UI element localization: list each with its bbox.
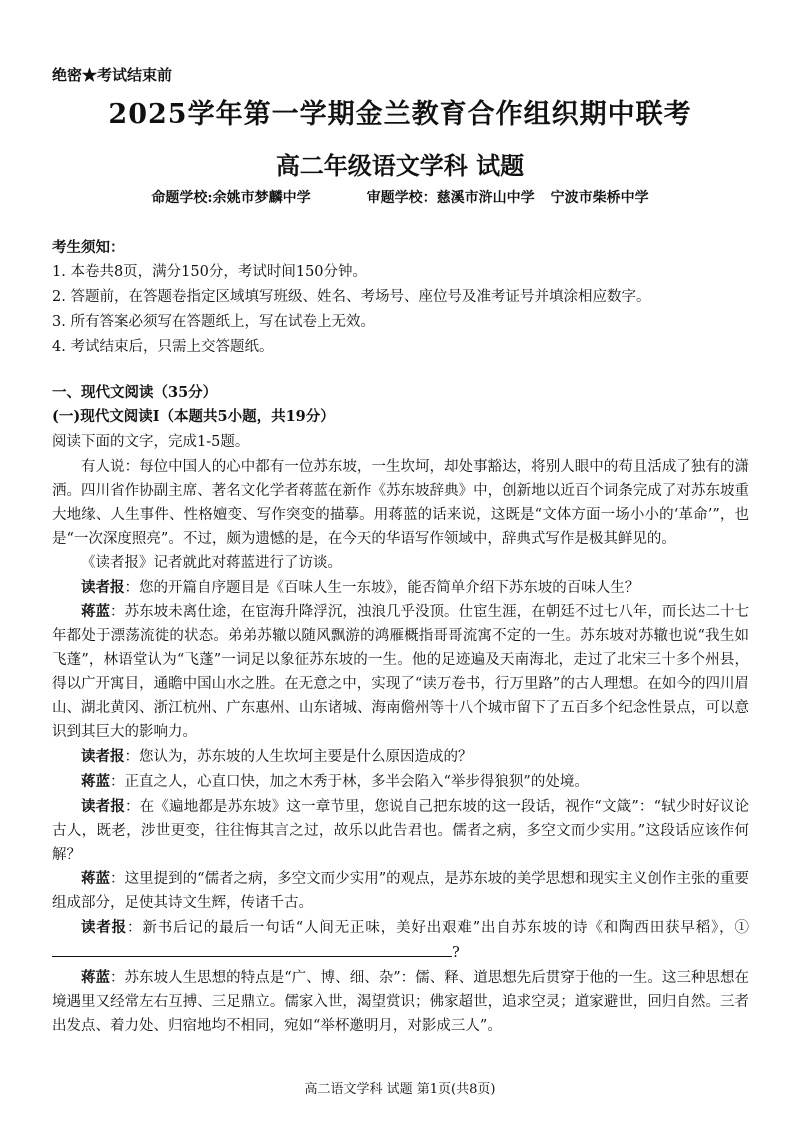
school-line [0,187,800,207]
notice-item: 1. 本卷共8页，满分150分，考试时间150分钟。 [52,264,368,280]
question-text: ：在《遍地都是苏东坡》这一章节里，您说自己把东坡的这一段话，视作“文箴”：“轼少时好议论古人，既老，涉世更变，往往悔其言之过，故乐以此告君也。儒者之病，多空文而少实用。”这段话应该作何解？ [52,798,749,863]
confidential-label: 绝密★考试结束前 [52,66,173,84]
speaker-label: 读者报 [81,747,125,765]
speaker-label: 蒋蓝 [81,603,111,621]
interview-question [52,576,749,601]
interview-question [52,916,749,966]
reading-instruction: 阅读下面的文字，完成1-5题。 [52,434,250,450]
interview-answer [52,770,749,795]
passage-paragraph: 《读者报》记者就此对蒋蓝进行了访谈。 [81,554,342,571]
speaker-label: 读者报 [81,578,125,596]
section-heading: 一、现代文阅读（35分） [52,384,218,401]
speaker-label: 蒋蓝 [81,969,111,987]
notice-item: 4. 考试结束后，只需上交答题纸。 [52,339,274,355]
question-text: ：您认为，苏东坡的人生坎坷主要是什么原因造成的？ [124,748,473,765]
reading-passage [52,456,749,1039]
reviewer-school-2: 宁波市柴桥中学 [550,190,649,206]
speaker-label: 读者报 [81,797,126,815]
question-text: ：新书后记的最后一句话“人间无正味，美好出艰难”出自苏东坡的诗《和陶西田获早稻》，① [127,920,750,937]
setter-school: 命题学校:余姚市梦麟中学 [151,190,311,206]
reviewer-label: 审题学校： [366,190,437,206]
answer-text: ：苏东坡人生思想的特点是“广、博、细、杂”：儒、释、道思想先后贯穿于他的一生。这三种思想在境遇里又经常左右互搏、三足鼎立。儒家入世，渴望赏识；佛家超世，追求空灵；道家避世，回归自然。三者出发点、着力处、归宿地均不相同，宛如“举杯邀明月，对影成三人”。 [52,970,749,1034]
speaker-label: 蒋蓝 [81,870,111,888]
answer-text: ：正直之人，心直口快，加之木秀于林，多半会陷入“举步得狼狈”的处境。 [110,773,589,790]
interview-answer [52,966,749,1039]
question-text: ：您的开篇自序题目是《百味人生一东坡》，能否简单介绍下苏东坡的百味人生？ [124,579,640,596]
interview-question [52,795,749,868]
speaker-label: 读者报 [81,919,128,937]
notice-item: 2. 答题前，在答题卷指定区域填写班级、姓名、考场号、座位号及准考证号并填涂相应数字。 [52,289,651,305]
question-end: ? [452,945,460,962]
exam-notice [52,235,650,360]
answer-text: ：这里提到的“儒者之病，多空文而少实用”的观点，是苏东坡的美学思想和现实主义创作主张的重要组成部分，足使其诗文生辉，传诸千古。 [52,871,749,912]
passage-paragraph: 有人说：每位中国人的心中都有一位苏东坡，一生坎坷，却处事豁达，将别人眼中的苟且活成了独有的潇洒。四川省作协副主席、著名文化学者蒋蓝在新作《苏东坡辞典》中，创新地以近百个词条完成了对苏东坡重大地缘、人生事件、性格嬗变、写作突变的描摹。用蒋蓝的话来说，这既是“文体方面一场小小的‘革命’”，也是“一次深度照亮”。不过，颇为遗憾的是，在今天的华语写作领域中，辞典式写作是极其鲜见的。 [52,459,749,547]
interview-answer [52,867,749,916]
interview-question [52,745,749,770]
reviewer-school-1: 慈溪市浒山中学 [436,190,535,206]
subsection-heading: (一)现代文阅读Ⅰ（本题共5小题，共19分） [52,408,335,425]
notice-item: 3. 所有答案必须写在答题纸上，写在试卷上无效。 [52,314,375,330]
interview-answer [52,600,749,744]
answer-text: ：苏东坡未离仕途，在宦海升降浮沉，浊浪几乎没顶。仕宦生涯，在朝廷不过七八年，而长达二十七年都处于漂荡流徙的状态。弟弟苏辙以随风飘游的鸿雁概指哥哥流寓不定的一生。苏东坡对苏辙也说“我生如飞蓬”，林语堂认为“飞蓬”一词足以象征苏东坡的一生。他的足迹遍及天南海北，走过了北宋三十多个州县，得以广开寓目，通瞻中国山水之胜。在无意之中，实现了“读万卷书，行万里路”的古人理想。在如今的四川眉山、湖北黄冈、浙江杭州、广东惠州、山东诸城、海南儋州等十八个城市留下了五百多个纪念性景点，可以意识到其巨大的影响力。 [52,604,749,740]
exam-subtitle: 高二年级语文学科 试题 [275,151,525,180]
speaker-label: 蒋蓝 [81,772,110,790]
exam-title: 2025学年第一学期金兰教育合作组织期中联考 [108,99,692,130]
notice-title: 考生须知： [52,239,125,256]
answer-blank [52,941,452,957]
page-footer: 高二语文学科 试题 第1页(共8页) [304,1082,496,1097]
